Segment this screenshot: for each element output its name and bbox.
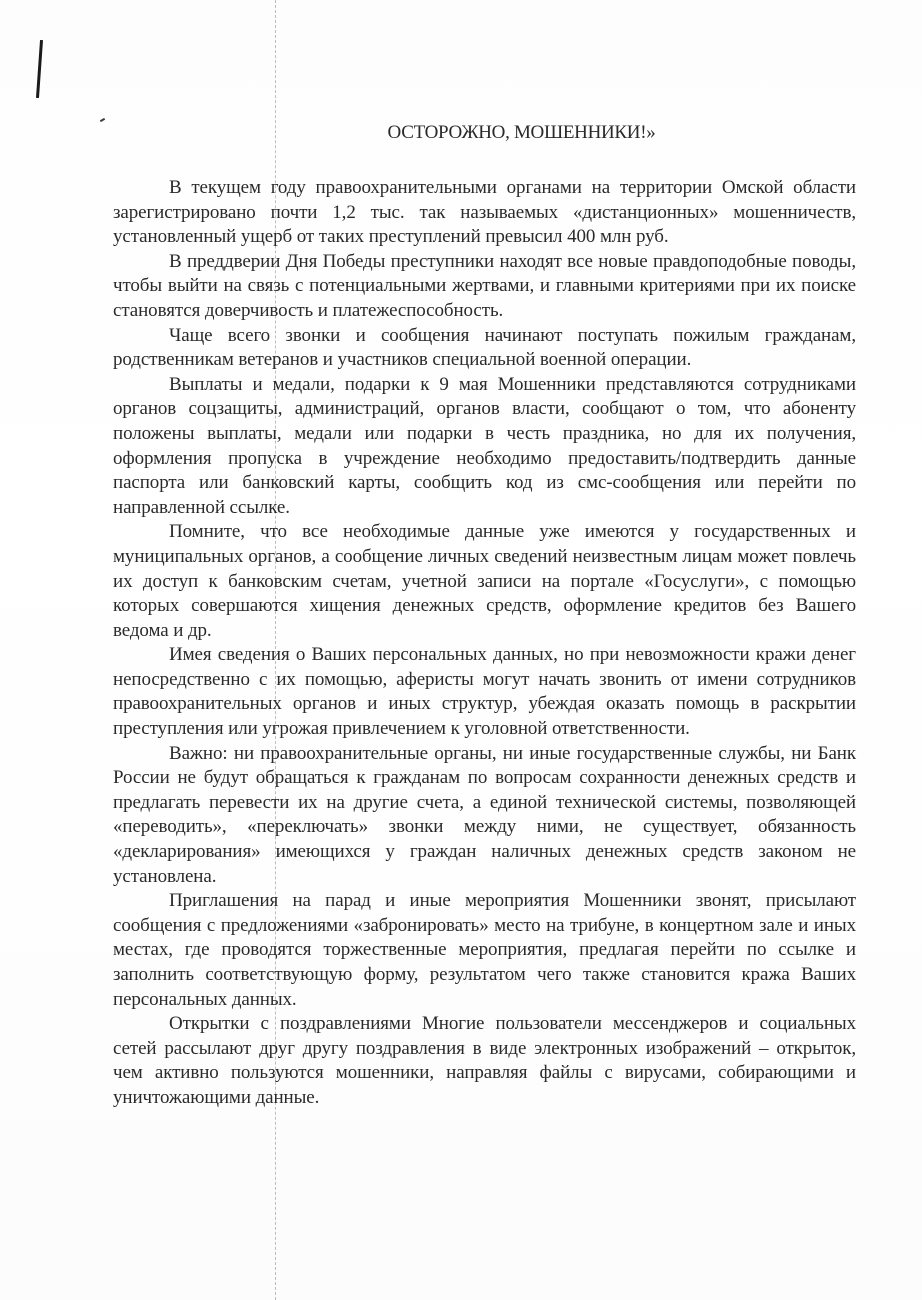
paragraph: Приглашения на парад и иные мероприятия Мошенники звонят, присылают сообщения с предложениями «забронировать» место на трибуне, в концертном зале и иных местах, где проводятся торжественные мероприятия, предлагая перейти по ссылке и заполнить соответствующую форму, результатом чего также становится кража Ваших персональных данных.: [113, 890, 856, 1010]
paragraph: Чаще всего звонки и сообщения начинают поступать пожилым гражданам, родственникам ветеранов и участников специальной военной операции.: [113, 324, 856, 371]
paragraph: Имея сведения о Ваших персональных данных, но при невозможности кражи денег непосредственно с их помощью, аферисты могут начать звонить от имени сотрудников правоохранительных органов и иных структур, убеждая оказать помощь в раскрытии преступления или угрожая привлечением к уголовной ответственности.: [113, 644, 856, 740]
document-body: [113, 122, 856, 1111]
paragraph: Выплаты и медали, подарки к 9 мая Мошенники представляются сотрудниками органов соцзащиты, администраций, органов власти, сообщают о том, что абоненту положены выплаты, медали или подарки в честь праздника, но для их получения, оформления пропуска в учреждение необходимо предоставить/подтвердить данные паспорта или банковский карты, сообщить код из смс-сообщения или перейти по направленной ссылке.: [113, 373, 856, 518]
paragraph: Важно: ни правоохранительные органы, ни иные государственные службы, ни Банк России не будут обращаться к гражданам по вопросам сохранности денежных средств и предлагать перевести их на другие счета, а единой технической системы, позволяющей «переводить», «переключать» звонки между ними, не существует, обязанность «декларирования» имеющихся у граждан наличных денежных средств законом не установлена.: [113, 742, 856, 887]
paragraph: В преддверии Дня Победы преступники находят все новые правдоподобные поводы, чтобы выйти на связь с потенциальными жертвами, и главными критериями при их поиске становятся доверчивость и платежеспособность.: [113, 250, 856, 321]
paragraph: Помните, что все необходимые данные уже имеются у государственных и муниципальных органов, а сообщение личных сведений неизвестным лицам может повлечь их доступ к банковским счетам, учетной записи на портале «Госуслуги», с помощью которых совершаются хищения денежных средств, оформление кредитов без Вашего ведома и др.: [113, 521, 856, 641]
paragraph: Открытки с поздравлениями Многие пользователи мессенджеров и социальных сетей рассылают друг другу поздравления в виде электронных изображений – открыток, чем активно пользуются мошенники, направляя файлы с вирусами, собирающими и уничтожающими данные.: [113, 1013, 856, 1108]
page-title: ОСТОРОЖНО, МОШЕННИКИ!»: [387, 122, 656, 143]
paragraph: В текущем году правоохранительными органами на территории Омской области зарегистрировано почти 1,2 тыс. так называемых «дистанционных» мошенничеств, установленный ущерб от таких преступлений превысил 400 млн руб.: [113, 177, 856, 248]
